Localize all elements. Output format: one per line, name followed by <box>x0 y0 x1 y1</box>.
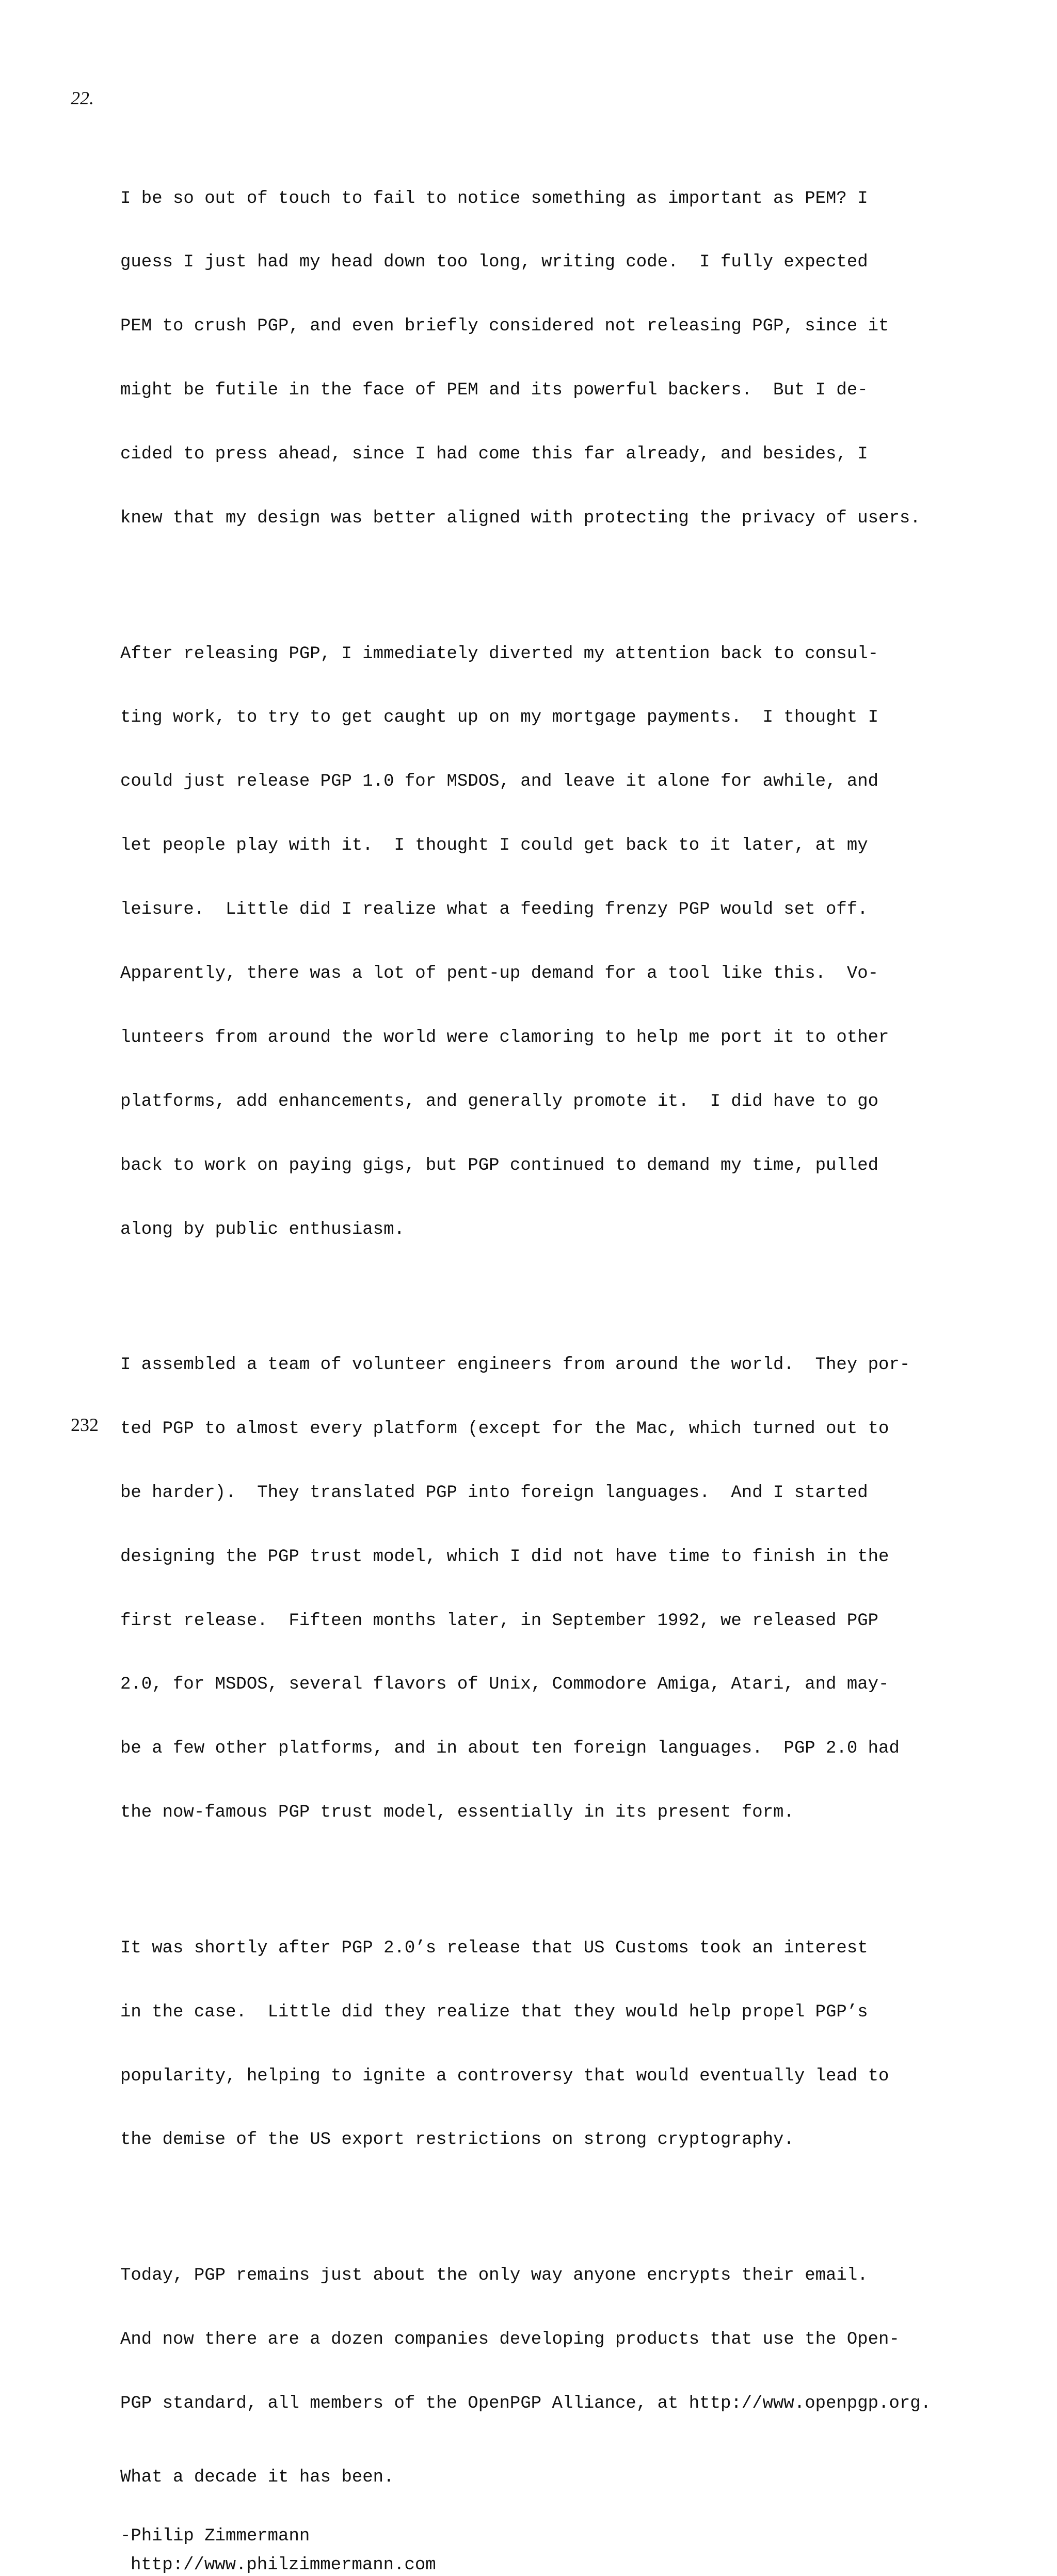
author-website: http://www.philzimmermann.com <box>131 2555 436 2575</box>
text-line: might be futile in the face of PEM and its powerful backers. But I de- <box>120 380 868 401</box>
author-signature: -Philip Zimmermann <box>120 2526 310 2546</box>
text-line: And now there are a dozen companies developing products that use the Open- <box>120 2329 900 2349</box>
text-line: PGP standard, all members of the OpenPGP Alliance, at http://www.openpgp.org. <box>120 2393 932 2413</box>
text-line: could just release PGP 1.0 for MSDOS, and leave it alone for awhile, and <box>120 772 879 792</box>
text-line: Apparently, there was a lot of pent-up demand for a tool like this. Vo- <box>120 963 879 983</box>
text-line: first release. Fifteen months later, in September 1992, we released PGP <box>120 1611 879 1631</box>
text-line: cided to press ahead, since I had come this far already, and besides, I <box>120 444 868 465</box>
text-line: the now-famous PGP trust model, essentially in its present form. <box>120 1803 794 1823</box>
text-line: 2.0, for MSDOS, several flavors of Unix, Commodore Amiga, Atari, and may- <box>120 1675 889 1695</box>
paragraph <box>120 601 956 1283</box>
text-line: It was shortly after PGP 2.0’s release that US Customs took an interest <box>120 1938 868 1958</box>
chapter-number: 22. <box>71 88 94 108</box>
text-line: designing the PGP trust model, which I did not have time to finish in the <box>120 1547 889 1567</box>
text-line: knew that my design was better aligned with protecting the privacy of users. <box>120 508 921 529</box>
text-line: be harder). They translated PGP into foreign languages. And I started <box>120 1483 868 1503</box>
essay-body <box>120 146 956 2576</box>
text-line: guess I just had my head down too long, writing code. I fully expected <box>120 252 868 273</box>
page-number: 232 <box>71 1414 99 1435</box>
text-line: ting work, to try to get caught up on my mortgage payments. I thought I <box>120 708 879 728</box>
text-line: ted PGP to almost every platform (except for the Mac, which turned out to <box>120 1419 889 1439</box>
text-line: along by public enthusiasm. <box>120 1219 405 1239</box>
paragraph <box>120 1312 956 1866</box>
text-line: back to work on paying gigs, but PGP continued to demand my time, pulled <box>120 1155 879 1175</box>
paragraph <box>120 1895 956 2193</box>
text-line: After releasing PGP, I immediately diverted my attention back to consul- <box>120 644 879 664</box>
text-line: Today, PGP remains just about the only way anyone encrypts their email. <box>120 2265 868 2285</box>
text-line: PEM to crush PGP, and even briefly considered not releasing PGP, since it <box>120 316 889 337</box>
text-line: platforms, add enhancements, and generally promote it. I did have to go <box>120 1091 879 1111</box>
text-line: be a few other platforms, and in about ten foreign languages. PGP 2.0 had <box>120 1739 900 1759</box>
text-line: popularity, helping to ignite a controversy that would eventually lead to <box>120 2066 889 2086</box>
text-line: in the case. Little did they realize that they would help propel PGP’s <box>120 2002 868 2022</box>
text-line: I assembled a team of volunteer engineers from around the world. They por- <box>120 1355 910 1375</box>
closing-line: What a decade it has been. <box>120 2467 394 2487</box>
text-line: leisure. Little did I realize what a feeding frenzy PGP would set off. <box>120 900 868 920</box>
text-line: let people play with it. I thought I could get back to it later, at my <box>120 836 868 856</box>
text-line: I be so out of touch to fail to notice something as important as PEM? I <box>120 188 868 209</box>
text-line: the demise of the US export restrictions on strong cryptography. <box>120 2130 794 2150</box>
paragraph <box>120 2222 956 2457</box>
text-line: lunteers from around the world were clamoring to help me port it to other <box>120 1027 889 1047</box>
paragraph <box>120 146 956 572</box>
